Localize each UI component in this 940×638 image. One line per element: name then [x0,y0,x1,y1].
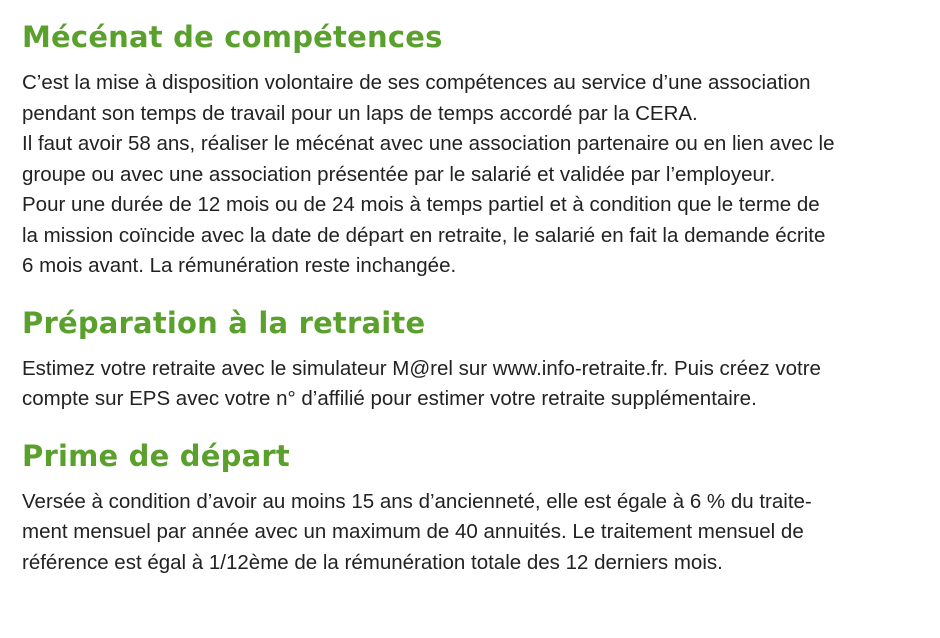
text-line: groupe ou avec une association présentée par le salarié et validée par l’employeur. [22,162,776,186]
section-preparation-retraite [22,304,922,415]
text-line: pendant son temps de travail pour un laps de temps accordé par la CERA. [22,101,698,125]
text-line: ment mensuel par année avec un maximum de 40 annuités. Le traitement mensuel de [22,520,804,543]
text-line: Versée à condition d’avoir au moins 15 ans d’ancienneté, elle est égale à 6 % du traite- [22,489,812,513]
text-line: Pour une durée de 12 mois ou de 24 mois à temps partiel et à condition que le terme de [22,193,820,216]
section-title: Prime de départ [22,438,290,473]
section-paragraph [22,68,922,282]
text-line: C’est la mise à disposition volontaire de ses compétences au service d’une association [22,71,811,94]
text-line: Il faut avoir 58 ans, réaliser le mécénat avec une association partenaire ou en lien avec le [22,132,835,155]
text-line: 6 mois avant. La rémunération reste inchangée. [22,254,457,277]
text-line: Estimez votre retraite avec le simulateur M@rel sur www.info-retraite.fr. Puis créez votre [22,356,821,380]
text-line: la mission coïncide avec la date de départ en retraite, le salarié en fait la demande écrite [22,223,826,247]
section-paragraph [22,354,922,415]
section-prime-depart [22,437,922,579]
section-mecenat [22,18,922,282]
text-line: compte sur EPS avec votre n° d’affilié pour estimer votre retraite supplémentaire. [22,387,757,410]
section-paragraph [22,487,922,579]
text-line: référence est égal à 1/12ème de la rémunération totale des 12 derniers mois. [22,550,723,574]
section-title: Mécénat de compétences [22,20,443,54]
section-title: Préparation à la retraite [22,305,426,340]
document-page [22,18,922,600]
